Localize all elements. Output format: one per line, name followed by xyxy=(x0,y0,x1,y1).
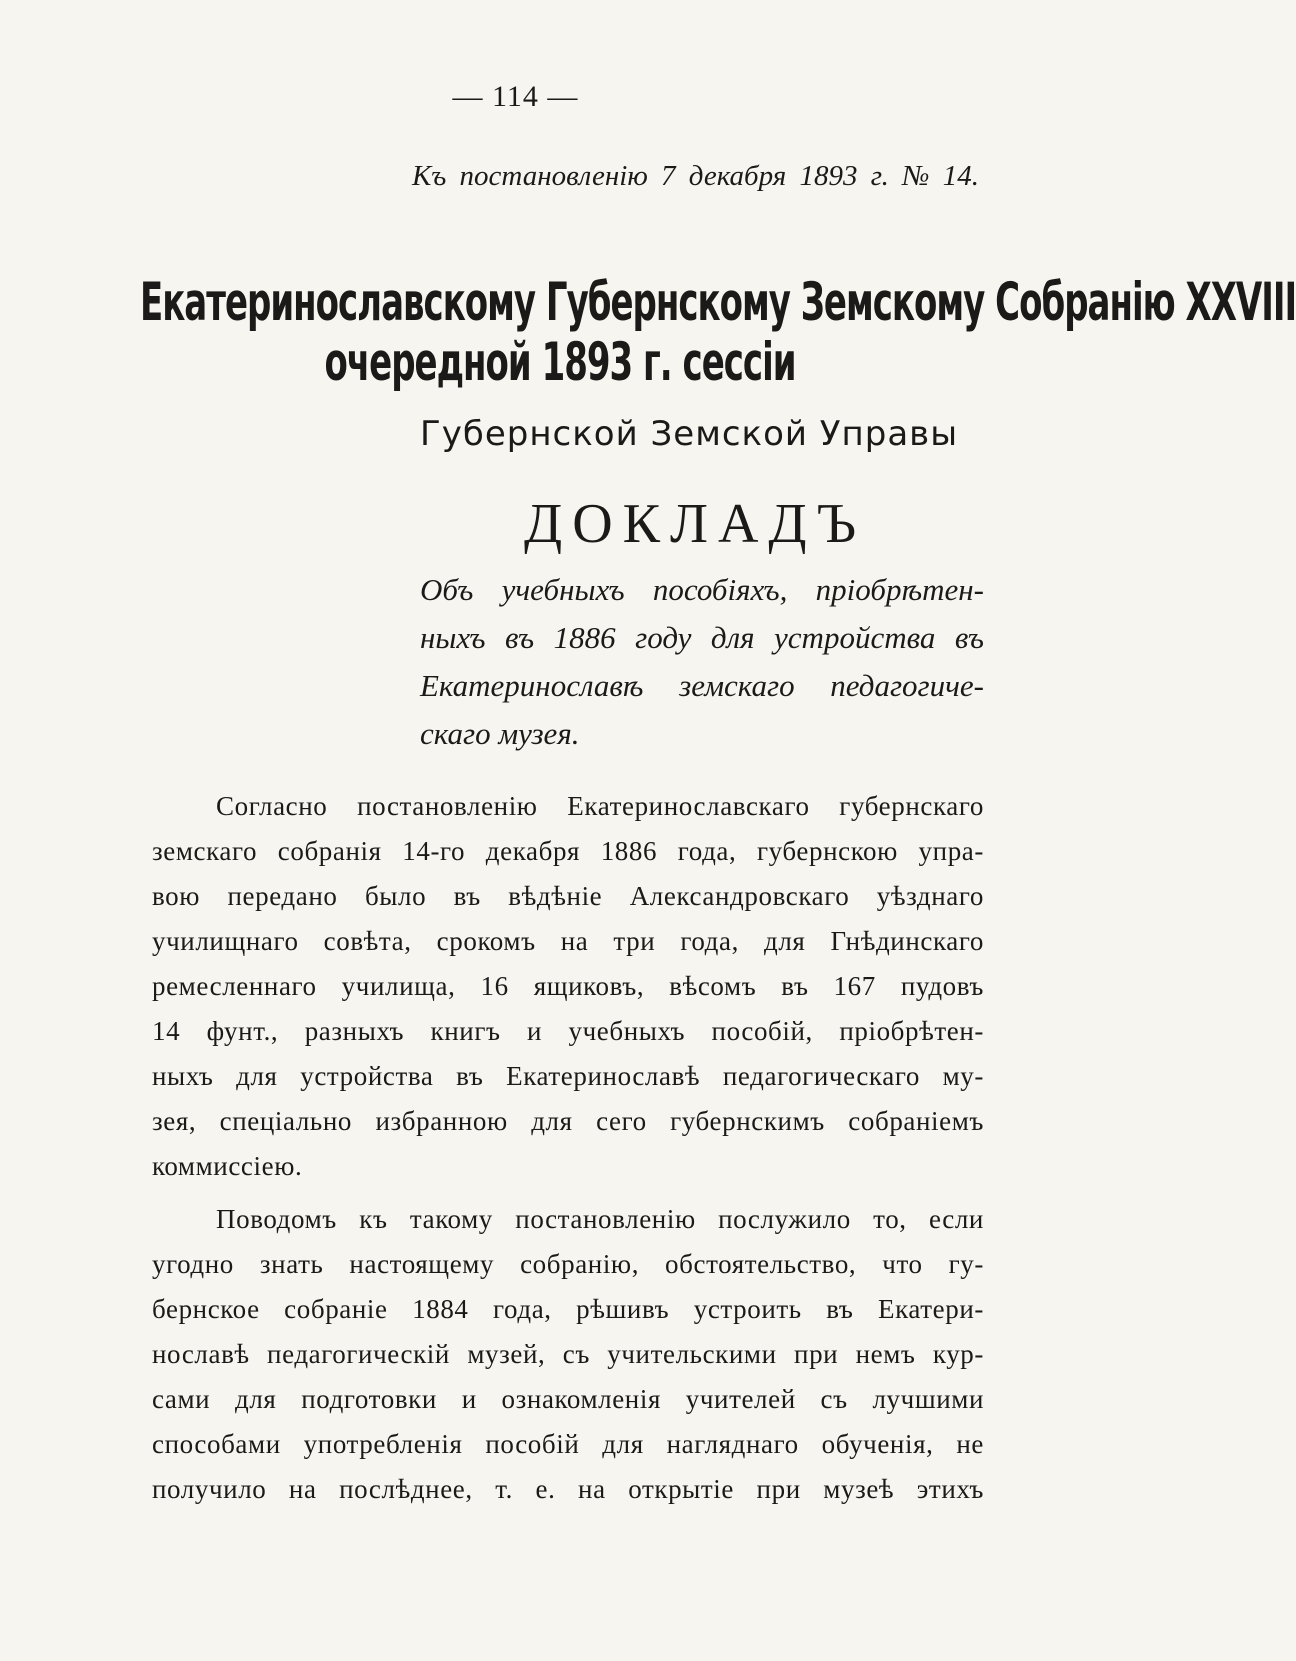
body-text xyxy=(152,784,984,1512)
heading-line-2: очередной 1893 г. сессіи xyxy=(324,332,796,394)
paragraph-2-line: Поводомъ къ такому постановленію послужило то, если xyxy=(216,1204,984,1234)
subtitle-line: скаго музея. xyxy=(420,716,580,751)
paragraph-1-line: училищнаго совѣта, срокомъ на три года, для Гнѣдинскаго xyxy=(152,926,984,956)
paragraph-2-line: получило на послѣднее, т. е. на открытіе при музеѣ этихъ xyxy=(152,1474,984,1504)
subtitle-line: Екатеринославѣ земскаго педагогиче- xyxy=(420,668,984,703)
paragraph-2-line: нославѣ педагогическій музей, съ учительскими при немъ кур- xyxy=(152,1339,984,1369)
paragraph-1-line: ныхъ для устройства въ Екатеринославѣ педагогическаго му- xyxy=(152,1061,984,1091)
paragraph-1-line: зея, спеціально избранною для сего губернскимъ собраніемъ xyxy=(152,1106,984,1136)
subtitle-line: ныхъ въ 1886 году для устройства въ xyxy=(420,620,984,655)
paragraph-1-line: вою передано было въ вѣдѣніе Александровскаго уѣзднаго xyxy=(152,881,984,911)
authority-line: Губернской Земской Управы xyxy=(420,414,959,454)
resolution-reference: Къ постановленію 7 декабря 1893 г. № 14. xyxy=(411,160,979,192)
paragraph-2-line: способами употребленія пособій для нагляднаго обученія, не xyxy=(152,1429,984,1459)
paragraph-2-line: бернское собраніе 1884 года, рѣшивъ устроить въ Екатери- xyxy=(152,1294,984,1324)
paragraph-1-line: Согласно постановленію Екатеринославскаго губернскаго xyxy=(216,791,984,821)
paragraph-1-line: коммиссіею. xyxy=(152,1151,303,1181)
paragraph-1-line: 14 фунт., разныхъ книгъ и учебныхъ пособій, пріобрѣтен- xyxy=(152,1016,984,1046)
paragraph-1-line: ремесленнаго училища, 16 ящиковъ, вѣсомъ въ 167 пудовъ xyxy=(152,971,984,1001)
subtitle-line: Объ учебныхъ пособіяхъ, пріобрѣтен- xyxy=(420,572,984,607)
paragraph-2-line: сами для подготовки и ознакомленія учителей съ лучшими xyxy=(152,1384,984,1414)
page-number: — 114 — xyxy=(452,80,579,113)
document-title: ДОКЛАДЪ xyxy=(524,493,867,555)
paragraph-1-line: земскаго собранія 14-го декабря 1886 года, губернскою упра- xyxy=(152,836,984,866)
paragraph-2-line: угодно знать настоящему собранію, обстоятельство, что гу- xyxy=(152,1249,984,1279)
heading-line-1: Екатеринославскому Губернскому Земскому Собранію XXVIII xyxy=(140,272,1296,334)
document-subtitle xyxy=(420,566,984,758)
